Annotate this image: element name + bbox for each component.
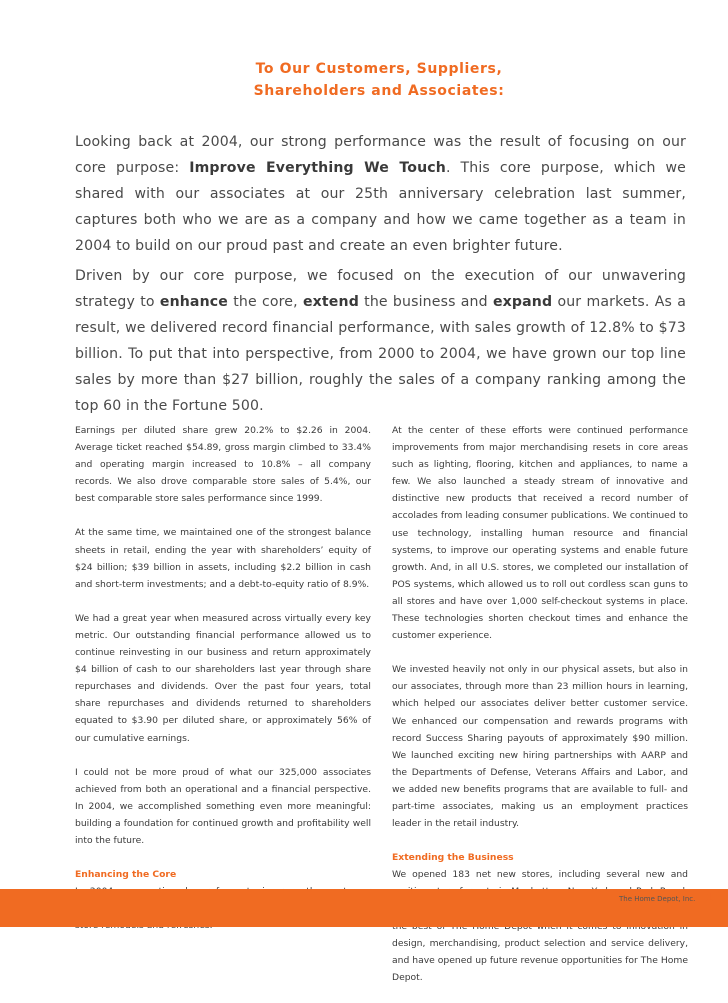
lead-paragraph-2 (75, 263, 686, 419)
right-paragraph-3: We opened 183 net new stores, including several new and design, merchandising, product selection and service delivery, and have opened up future revenue opportunities for The Home Depot. (392, 869, 688, 983)
lead2-text-c: the core, (228, 294, 303, 310)
lead2-text-e: the business and (358, 294, 493, 310)
left-paragraph-1: Earnings per diluted share grew 20.2% to $2.26 in 2004. Average ticket reached $54.89, gross margin climbed to 33.4% and operating margin increased to 10.8% – all company records. We also drove comparable store sales of 5.4%, our best comparable store sales performance since 1999. (75, 425, 371, 505)
left-paragraph-4: I could not be more proud of what our 325,000 associates achieved from both an operational and a financial perspective. In 2004, we accomplished something even more meaningful: building a foundation for continued growth and profitability well into the future. (75, 766, 371, 846)
enhance-bold: enhance (159, 294, 228, 310)
lead2-text-a: Driven by our core purpose, we focused on the execution of our unwavering strategy to (75, 268, 686, 310)
section-heading-enhancing: Enhancing the Core (75, 869, 177, 881)
page-footer (619, 891, 713, 904)
lead1-text-c: . This core purpose, which we shared with our associates at our 25th anniversary celebration last summer, captures both who we are as a company and how we came together as a team in 2004 to build on our proud past and create an even brighter future. (75, 160, 686, 254)
page-number: 1 (705, 891, 713, 904)
right-paragraph-1: At the center of these efforts were continued performance improvements from major merchandising resets in core areas such as lighting, flooring, kitchen and appliances, to name a few. We also launched a steady stream of innovative and distinctive new products that received a record number of accolades from leading consumer publications. We continued to use technology, installing human resource and financial systems, to improve our operating systems and enable future growth. And, in all U.S. stores, we completed our installation of POS systems, which allowed us to roll out cordless scan guns to all stores and have over 1,000 self-checkout systems in place. These technologies shorten checkout times and enhance the customer experience. (392, 425, 688, 642)
extend-bold: extend (302, 294, 359, 310)
left-column (75, 422, 371, 951)
section-heading-extending: Extending the Business (392, 852, 514, 864)
lead-paragraph-1 (75, 129, 686, 259)
salutation-line-1: To Our Customers, Suppliers, (255, 61, 503, 77)
right-paragraph-2: We invested heavily not only in our physical assets, but also in our associates, through more than 23 million hours in learning, which helped our associates deliver better customer service. We enhanced our compensation and rewards programs with record Success Sharing payouts of approximately $90 million. We launched exciting new hiring partnerships with AARP and the Departments of Defense, Veterans Affairs and Labor, and we added new benefits programs that are available to full- and part-time associates, making us an employment practices leader in the retail industry. (392, 664, 688, 830)
salutation-line-2: Shareholders and Associates: (253, 83, 505, 99)
lead1-text-a: Looking back at 2004, our strong performance was the result of focusing on our core purpose: (75, 134, 686, 176)
left-paragraph-3: We had a great year when measured across virtually every key metric. Our outstanding financial performance allowed us to continue reinvesting in our business and return approximately $4 billion of cash to our shareholders last year through share repurchases and dividends. Over the past four years, total share repurchases and dividends returned to shareholders equated to $3.90 per diluted share, or approximately 56% of our cumulative earnings. (75, 612, 371, 744)
lead2-text-g: our markets. As a result, we delivered record financial performance, with sales growth of 12.8% to $73 billion. To put that into perspective, from 2000 to 2004, we have grown our top line sales by more than $27 billion, roughly the sales of a company ranking among the top 60 in the Fortune 500. (75, 294, 686, 414)
footer-company: The Home Depot, Inc. (619, 895, 696, 903)
core-purpose-bold: Improve Everything We Touch (189, 160, 446, 176)
left-paragraph-2: At the same time, we maintained one of the strongest balance sheets in retail, ending the year with shareholders’ equity of $24 billion; $39 billion in assets, including $2.2 billion in cash and short-term investments; and a debt-to-equity ratio of 8.9%. (75, 527, 371, 590)
expand-bold: expand (492, 294, 553, 310)
letter-salutation (0, 58, 728, 102)
